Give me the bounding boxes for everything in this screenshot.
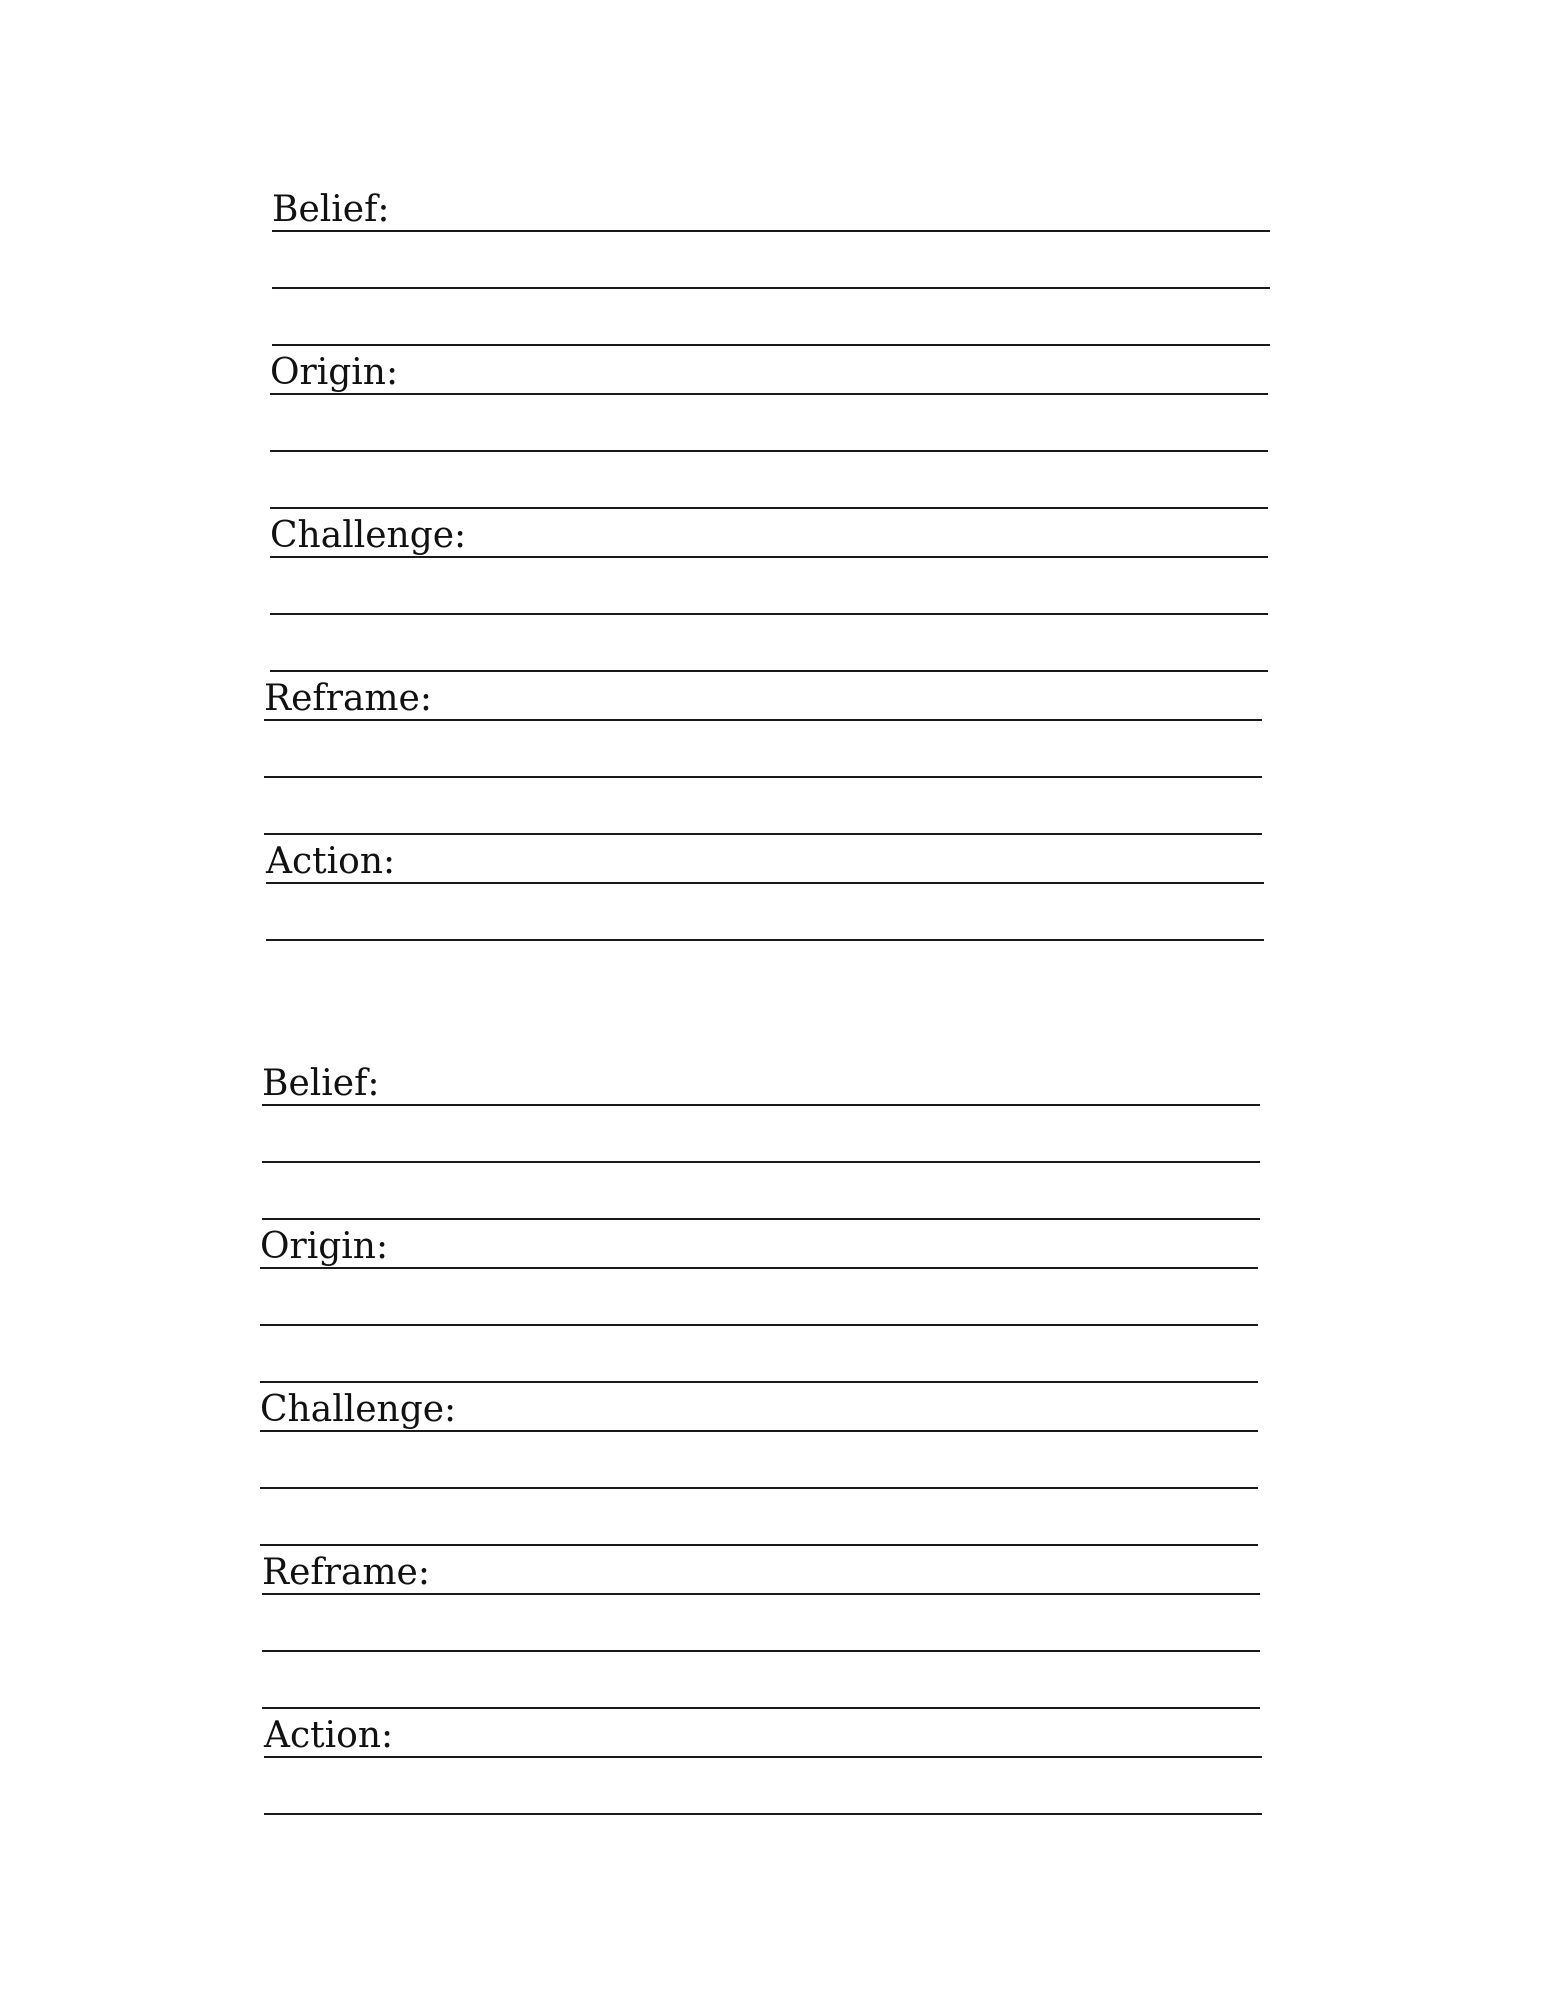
challenge-writing-line[interactable] (270, 670, 1268, 672)
reframe-writing-line[interactable] (264, 776, 1262, 778)
origin-label: Origin: (270, 352, 399, 393)
origin-label: Origin: (260, 1226, 389, 1267)
challenge-writing-line[interactable] (260, 1487, 1258, 1489)
action-writing-line[interactable] (266, 939, 1264, 941)
belief-writing-line[interactable] (262, 1218, 1260, 1220)
origin-writing-line[interactable] (270, 507, 1268, 509)
action-label: Action: (266, 841, 396, 882)
reframe-writing-line[interactable] (264, 833, 1262, 835)
reframe-writing-line[interactable] (264, 719, 1262, 721)
action-writing-line[interactable] (264, 1813, 1262, 1815)
reframe-writing-line[interactable] (262, 1707, 1260, 1709)
reframe-label: Reframe: (262, 1552, 430, 1593)
belief-writing-line[interactable] (262, 1104, 1260, 1106)
belief-writing-line[interactable] (262, 1161, 1260, 1163)
challenge-writing-line[interactable] (260, 1544, 1258, 1546)
origin-writing-line[interactable] (270, 450, 1268, 452)
challenge-writing-line[interactable] (270, 556, 1268, 558)
action-writing-line[interactable] (266, 882, 1264, 884)
reframe-writing-line[interactable] (262, 1650, 1260, 1652)
reframe-label: Reframe: (264, 678, 432, 719)
reframe-writing-line[interactable] (262, 1593, 1260, 1595)
belief-label: Belief: (272, 189, 390, 230)
belief-writing-line[interactable] (272, 287, 1270, 289)
origin-writing-line[interactable] (270, 393, 1268, 395)
origin-writing-line[interactable] (260, 1267, 1258, 1269)
belief-label: Belief: (262, 1063, 380, 1104)
belief-writing-line[interactable] (272, 344, 1270, 346)
action-label: Action: (264, 1715, 394, 1756)
origin-writing-line[interactable] (260, 1381, 1258, 1383)
challenge-writing-line[interactable] (260, 1430, 1258, 1432)
action-writing-line[interactable] (264, 1756, 1262, 1758)
belief-writing-line[interactable] (272, 230, 1270, 232)
challenge-writing-line[interactable] (270, 613, 1268, 615)
challenge-label: Challenge: (260, 1389, 457, 1430)
challenge-label: Challenge: (270, 515, 467, 556)
origin-writing-line[interactable] (260, 1324, 1258, 1326)
